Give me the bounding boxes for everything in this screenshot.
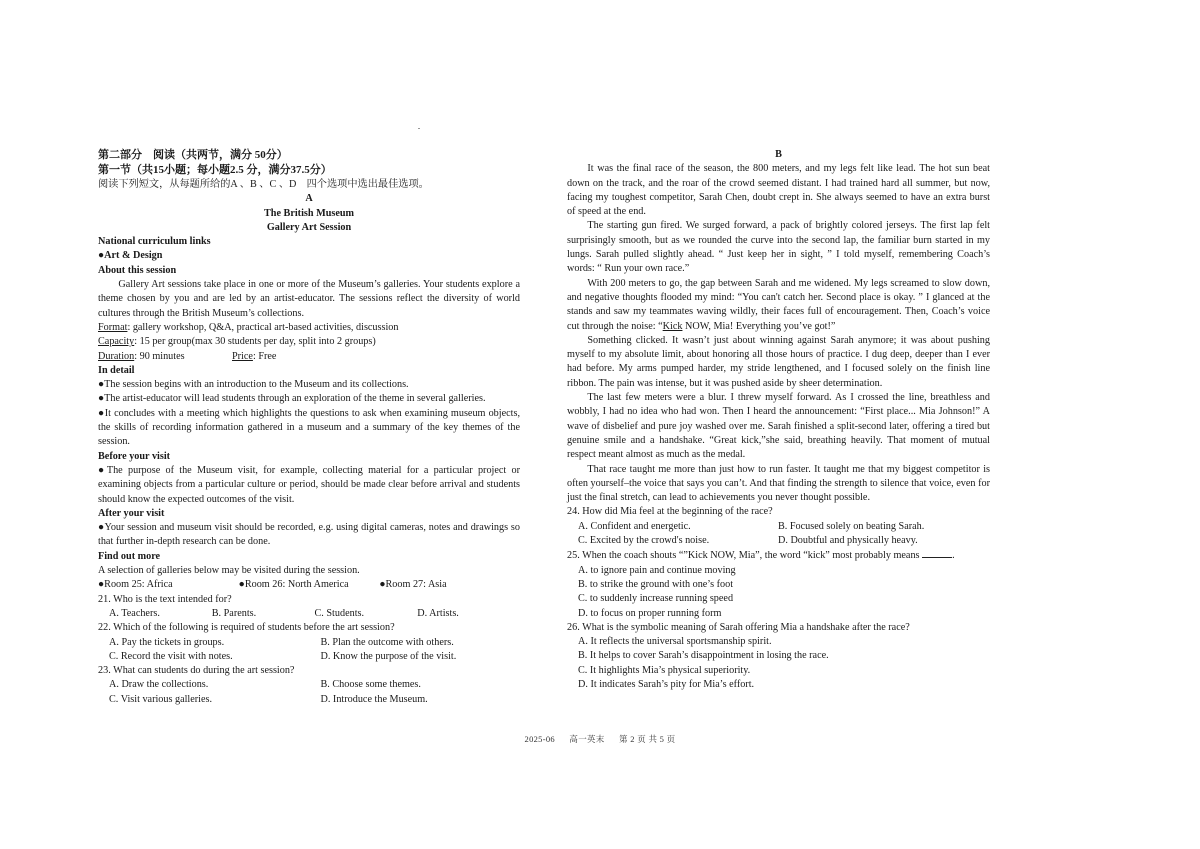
story-paragraph: It was the final race of the season, the 800 meters, and my legs felt like lead. The hot sun beat down on the track, and the roar of the crowd seemed distant. I had trained hard all summer, but now, facing my toughest competitor, Sarah Chen, doubt crept in. She always seemed to have an extra burst of speed at the end. xyxy=(567,163,990,218)
underlined-kick: Kick xyxy=(662,320,683,332)
heading-before: Before your visit xyxy=(98,450,171,462)
question-25 xyxy=(567,548,990,563)
story-text: NOW, Mia! Everything you’ve got!” xyxy=(682,320,836,332)
question-26: 26. What is the symbolic meaning of Sarah offering Mia a handshake after the race? xyxy=(567,621,910,633)
q23-options-row1 xyxy=(98,678,520,692)
option: B. Parents. xyxy=(211,607,257,619)
footer-date: 2025-06 xyxy=(524,734,555,744)
option: B. It helps to cover Sarah’s disappointment in losing the race. xyxy=(578,650,829,662)
right-column xyxy=(567,148,990,692)
section-title: 第一节（共15小题；每小题2.5 分，满分37.5分） xyxy=(98,164,332,176)
question-23: 23. What can students do during the art session? xyxy=(98,665,295,677)
q23-options-row2 xyxy=(98,693,520,707)
option: A. to ignore pain and continue moving xyxy=(578,564,736,576)
format-value: : gallery workshop, Q&A, practical art-based activities, discussion xyxy=(127,321,399,333)
price-group xyxy=(232,350,276,364)
story-paragraph: The starting gun fired. We surged forward, a pack of brightly colored jerseys. The first lap felt surprisingly smooth, but as we rounded the curve into the second lap, the familiar burn started in my lungs. Sarah pulled slightly ahead. “ Just keep her in sight, ” I told myself, remembering Coach’s words: “ Run your own race.” xyxy=(567,220,990,275)
instructions: 阅读下列短文，从每题所给的A 、B 、C 、D 四个选项中选出最佳选项。 xyxy=(98,179,429,190)
option: C. to suddenly increase running speed xyxy=(578,593,734,605)
option: C. Record the visit with notes. xyxy=(109,650,233,662)
scan-speck xyxy=(418,128,420,129)
left-column xyxy=(98,148,520,707)
option: A. Pay the tickets in groups. xyxy=(109,636,225,648)
footer-page-number: 第 2 页 共 5 页 xyxy=(619,734,676,744)
question-21: 21. Who is the text intended for? xyxy=(98,593,232,605)
story-paragraph: Something clicked. It wasn’t just about winning against Sarah anymore; it was about pushing myself to my absolute limit, about honoring all those hours of practice. I dug deep, deeper than I ever had before. My arms pumped harder, my stride lengthened, and I focused solely on the finish line ribbon. The pain was intense, but it was pushed aside by sheer determination. xyxy=(567,334,990,389)
duration-value: : 90 minutes xyxy=(134,350,185,362)
question-24: 24. How did Mia feel at the beginning of the race? xyxy=(567,506,773,518)
about-paragraph: Gallery Art sessions take place in one or more of the Museum’s galleries. Your students explore a theme chosen by you and are led by an artist-educator. The sessions reflect the diversity of world cultures through the British Museum’s collections. xyxy=(98,279,520,319)
detail-item: ●It concludes with a meeting which highlights the questions to ask when examining museum objects, the skills of recording information gathered in a museum and a summary of the key themes of the session. xyxy=(98,407,520,448)
option: A. Confident and energetic. xyxy=(578,520,691,532)
format-line xyxy=(98,321,520,335)
story-paragraph xyxy=(567,277,990,334)
story-paragraph: The last few meters were a blur. I threw myself forward. As I crossed the line, breathless and wobbly, I had no idea who had won. Then I heard the announcement: “First place... Mia Johnson!” A wave of disbelief and pure joy washed over me. Sarah finished a split-second later, offering a tired but genuine smile and a handshake. “Great kick,”she said, breathing heavily. That moment of mutual respect meant almost as much as the medal. xyxy=(567,392,990,461)
option: A. Teachers. xyxy=(109,607,160,619)
option: D. It indicates Sarah’s pity for Mia’s effort. xyxy=(578,678,755,690)
before-paragraph: ●The purpose of the Museum visit, for example, collecting material for a particular project or examining objects from a particular culture or period, should be made clear before arrival and students should know the expected outcomes of the visit. xyxy=(98,464,520,505)
price-label: Price xyxy=(232,350,253,362)
q24-options-row2 xyxy=(567,534,990,548)
capacity-label: Capacity xyxy=(98,336,135,348)
question-22: 22. Which of the following is required of students before the art session? xyxy=(98,622,395,634)
question-25-end: . xyxy=(952,550,955,562)
option: D. Know the purpose of the visit. xyxy=(320,650,457,662)
story-paragraph: That race taught me more than just how to run faster. It taught me that my biggest competitor is often yourself–the voice that says you can’t. And that finding the strength to silence that voice, even for just the final stretch, can lead to achievements you never thought possible. xyxy=(567,463,990,504)
option: A. It reflects the universal sportsmanship spirit. xyxy=(578,636,772,648)
heading-after: After your visit xyxy=(98,507,165,519)
q21-options xyxy=(98,607,520,621)
detail-item: ●The session begins with an introduction to the Museum and its collections. xyxy=(98,379,409,391)
option: C. Excited by the crowd's noise. xyxy=(578,535,710,547)
option: D. Doubtful and physically heavy. xyxy=(778,535,918,547)
passage-a-letter: A xyxy=(305,193,313,205)
story-text: With 200 meters to go, the gap between Sarah and me widened. My legs screamed to slow down, and negative thoughts flooded my mind: “You can't catch her. Second place is okay. ” I glanced at the stands and saw my teammates waving wildly, their faces full of encouragement. Then, Coach’s voice cut through the noise: “ xyxy=(567,277,990,332)
heading-find: Find out more xyxy=(98,550,161,562)
option: D. Artists. xyxy=(417,607,459,619)
passage-a-subtitle: Gallery Art Session xyxy=(266,221,352,233)
option: C. Students. xyxy=(314,607,365,619)
option: A. Draw the collections. xyxy=(109,679,209,691)
capacity-value: : 15 per group(max 30 students per day, split into 2 groups) xyxy=(134,336,376,348)
option: B. Choose some themes. xyxy=(320,679,421,691)
option: C. Visit various galleries. xyxy=(109,693,213,705)
duration-price-line xyxy=(98,350,520,364)
after-paragraph: ●Your session and museum visit should be recorded, e.g. using digital cameras, notes and drawings so that further in-depth research can be done. xyxy=(98,522,520,548)
option: B. to strike the ground with one’s foot xyxy=(578,578,734,590)
part-title: 第二部分 阅读（共两节，满分 50分） xyxy=(98,149,288,161)
heading-curriculum: National curriculum links xyxy=(98,236,211,248)
duration-group xyxy=(98,350,232,364)
room-item: ●Room 25: Africa xyxy=(98,579,173,591)
passage-b-letter: B xyxy=(775,149,782,160)
option: D. Introduce the Museum. xyxy=(320,693,428,705)
q22-options-row2 xyxy=(98,650,520,664)
room-item: ●Room 26: North America xyxy=(238,579,349,591)
duration-label: Duration xyxy=(98,350,135,362)
page-footer xyxy=(0,733,1200,745)
q24-options-row1 xyxy=(567,520,990,534)
heading-about: About this session xyxy=(98,264,177,276)
detail-item: ●The artist-educator will lead students through an exploration of the theme in several galleries. xyxy=(98,393,486,405)
capacity-line xyxy=(98,335,520,349)
answer-blank xyxy=(922,548,952,558)
option: B. Focused solely on beating Sarah. xyxy=(778,520,925,532)
heading-detail: In detail xyxy=(98,364,135,376)
format-label: Format xyxy=(98,321,128,333)
price-value: : Free xyxy=(252,350,277,362)
option: D. to focus on proper running form xyxy=(578,607,722,619)
q22-options-row1 xyxy=(98,636,520,650)
question-25-text: 25. When the coach shouts “”Kick NOW, Mia”, the word “kick” most probably means xyxy=(567,550,920,562)
curriculum-item: ●Art & Design xyxy=(98,250,163,262)
footer-exam: 高一英末 xyxy=(569,734,605,744)
passage-a-title: The British Museum xyxy=(264,207,354,219)
find-paragraph: A selection of galleries below may be visited during the session. xyxy=(98,565,360,577)
room-item: ●Room 27: Asia xyxy=(379,579,447,591)
option: C. It highlights Mia’s physical superiority. xyxy=(578,664,751,676)
rooms-list xyxy=(98,578,520,592)
option: B. Plan the outcome with others. xyxy=(320,636,454,648)
